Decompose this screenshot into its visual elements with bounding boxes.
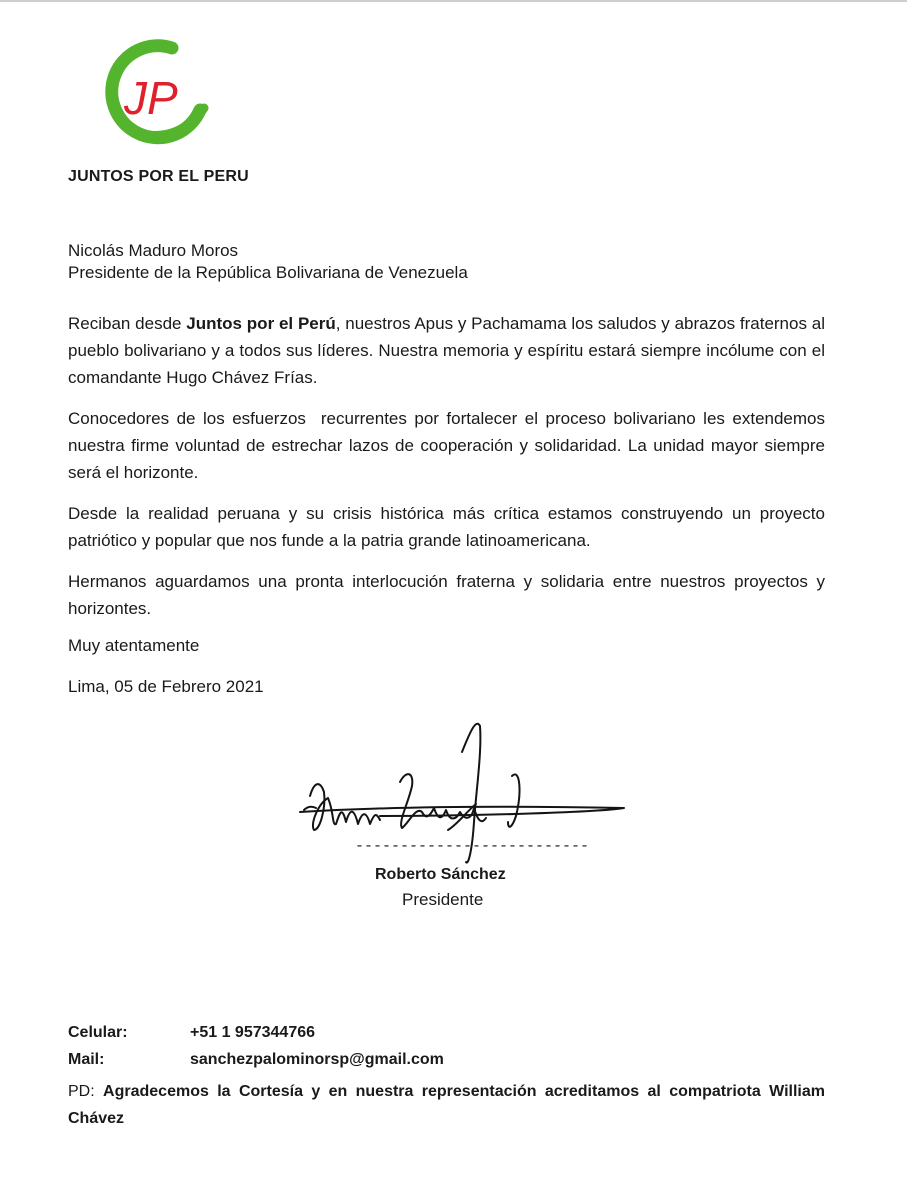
signer-name: Roberto Sánchez	[375, 866, 506, 883]
recipient-title: Presidente de la República Bolivariana de Venezuela	[68, 263, 468, 282]
party-name-inline: Juntos por el Perú	[186, 314, 336, 333]
letter-body	[68, 310, 830, 636]
mail-label: Mail:	[68, 1051, 105, 1068]
phone-number: +51 1 957344766	[190, 1024, 316, 1041]
signer-title: Presidente	[402, 890, 484, 909]
logo-text: JP	[124, 72, 178, 124]
postscript	[68, 1078, 825, 1132]
recipient-name: Nicolás Maduro Moros	[68, 241, 239, 260]
mail-address: sanchezpalominorsp@gmail.com	[190, 1051, 444, 1068]
party-name: JUNTOS POR EL PERU	[68, 168, 249, 185]
postscript-text: Agradecemos la Cortesía y en nuestra representación acreditamos al compatriota William Chávez	[68, 1083, 826, 1127]
party-logo	[100, 38, 210, 148]
top-border	[0, 0, 907, 2]
date-line: Lima, 05 de Febrero 2021	[68, 677, 264, 696]
signature-line: --------------------------	[355, 838, 590, 855]
postscript-label: PD:	[68, 1083, 104, 1100]
paragraph-3: Desde la realidad peruana y su crisis histórica más crítica estamos construyendo un proyecto patriótico y popular que nos funde a la patria grande latinoamericana.	[68, 504, 825, 550]
contact-phone	[68, 1024, 315, 1042]
contact-mail	[68, 1051, 444, 1069]
paragraph-2: Conocedores de los esfuerzos recurrentes por fortalecer el proceso bolivariano les extendemos nuestra firme voluntad de estrechar lazos de cooperación y solidaridad. La unidad mayor siempre será el horizonte.	[68, 409, 830, 482]
phone-label: Celular:	[68, 1024, 128, 1041]
paragraph-4: Hermanos aguardamos una pronta interlocución fraterna y solidaria entre nuestros proyectos y horizontes.	[68, 572, 825, 618]
recipient-block	[68, 240, 468, 284]
closing: Muy atentamente	[68, 636, 200, 655]
paragraph-1: Reciban desde Juntos por el Perú, nuestros Apus y Pachamama los saludos y abrazos fraternos al pueblo bolivariano y a todos sus líderes. Nuestra memoria y espíritu estará siempre incólume con el comandante Hugo Chávez Frías.	[68, 314, 825, 387]
